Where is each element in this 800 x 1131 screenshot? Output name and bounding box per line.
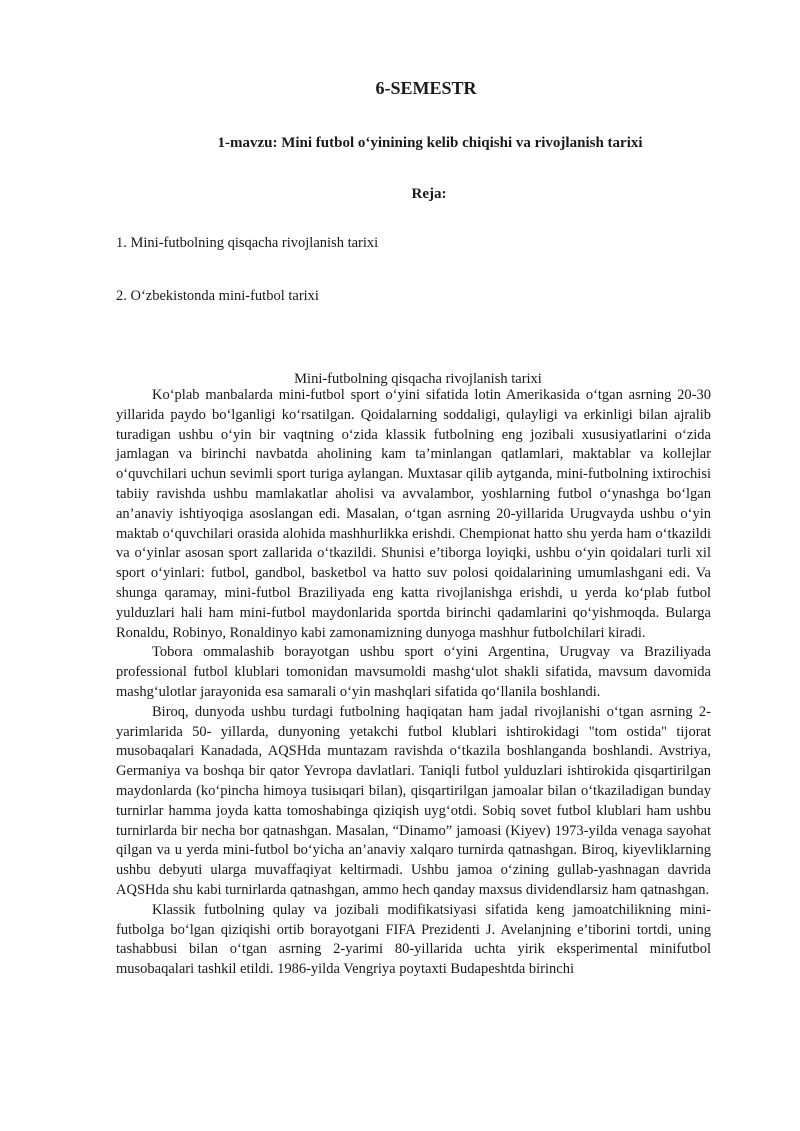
- plan-item: 2. O‘zbekistonda mini-futbol tarixi: [116, 288, 319, 304]
- topic-title: 1-mavzu: Mini futbol o‘yinining kelib chiqishi va rivojlanish tarixi: [217, 135, 643, 151]
- semester-heading: 6-SEMESTR: [375, 78, 477, 98]
- section-title: Mini-futbolning qisqacha rivojlanish tarixi: [294, 371, 542, 387]
- paragraph: Tobora ommalashib borayotgan ushbu sport o‘yini Argentina, Urugvay va Braziliyada professional futbol klublari tomonidan mavsumoldi mashg‘ulot shakli sifatida, mavsum davomida mashg‘ulotlar jarayonida esa samarali o‘yin mashqlari sifatida qo‘llanila boshlandi.: [116, 644, 711, 700]
- plan-item: 1. Mini-futbolning qisqacha rivojlanish tarixi: [116, 235, 379, 251]
- paragraph: Klassik futbolning qulay va jozibali modifikatsiyasi sifatida keng jamoatchilikning mini-futbolga bo‘lgan qiziqishi ortib borayotgani FIFA Prezidenti J. Avelanjning e’tiborini tortdi, uning tashabbusi bilan o‘tgan asrning 2-yarimi 80-yillarida uchta yirik eksperimental minifutbol musobaqalari tashkil etildi. 1986-yilda Vengriya poytaxti Budapeshtda birinchi: [116, 901, 711, 978]
- paragraph: Ko‘plab manbalarda mini-futbol sport o‘yini sifatida lotin Amerikasida o‘tgan asrning 20-30 yillarida paydo bo‘lganligi ko‘rsatilgan. Qoidalarning soddaligi, qulayligi va erkinligi bilan ajralib turadigan ushbu o‘yin bir vaqtning o‘zida klassik futbolning eng jozibali xususiyatlarini o‘zida jamlagan va birinchi navbatda aholining kam ta’minlangan qatlamlari, maktablar va kollejlar o‘quvchilari uchun sevimli sport turiga aylangan. Muxtasar qilib aytganda, mini-futbolning ixtirochisi tabiiy ravishda ushbu mamlakatlar aholisi va avvalambor, yoshlarning futbol o‘ynashga bo‘lgan an’anaviy ishtiyoqiga asoslangan edi. Masalan, o‘tgan asrning 20-yillarida Urugvayda ushbu o‘yin maktab o‘quvchilari orasida alohida mashhurlikka erishdi. Chempionat hatto shu yerda ham o‘tkazildi va o‘yinlar asosan sport zallarida o‘tkazildi. Shunisi e’tiborga loyiqki, ushbu o‘yin qoidalari turli xil sport o‘yinlari: futbol, gandbol, basketbol va hatto suv polosi qoidalarining umumlashgani edi. Va shunga qaramay, mini-futbol Braziliyada eng katta rivojlanishga erishdi, u yerda ko‘plab futbol yulduzlari hali ham mini-futbol maydonlarida sportda birinchi qadamlarini qo‘yishmoqda. Bularga Ronaldu, Robinyo, Ronaldinyo kabi zamonamizning dunyoga mashhur futbolchilari kiradi.: [116, 387, 711, 641]
- plan-heading: Reja:: [411, 186, 447, 202]
- body-text: [116, 386, 711, 980]
- paragraph: Biroq, dunyoda ushbu turdagi futbolning haqiqatan ham jadal rivojlanishi o‘tgan asrning 2-yarimlarida 50- yillarda, dunyoning yetakchi futbol klublari ishtirokidagi "tom ostida" tijorat musobaqalari Kanadada, AQSHda muntazam ravishda o‘tkazila boshlanganda boshlandi. Avstriya, Germaniya va boshqa bir qator Yevropa davlatlari. Taniqli futbol yulduzlari ishtirokida qisqartirilgan maydonlarda (ko‘pincha himoya tusiыqari bilan), qisqartirilgan jamoalar bilan o‘tkaziladigan bunday turnirlar hamma joyda katta tomoshabinga qiziqish uyg‘otdi. Sobiq sovet futbol klublari ham ushbu turnirlarda bir necha bor qatnashgan. Masalan, “Dinamo” jamoasi (Kiyev) 1973-yilda venaga sayohat qilgan va u yerda mini-futbol bo‘yicha an’anaviy xalqaro turnirda qatnashgan. Biroq, kiyevliklarning ushbu debyuti ularga muvaffaqiyat keltirmadi. Ushbu jamoa o‘zining gullab-yashnagan davrida AQSHda shu kabi turnirlarda qatnashgan, ammo hech qanday maxsus dividendlarsiz ham qatnashgan.: [116, 703, 711, 898]
